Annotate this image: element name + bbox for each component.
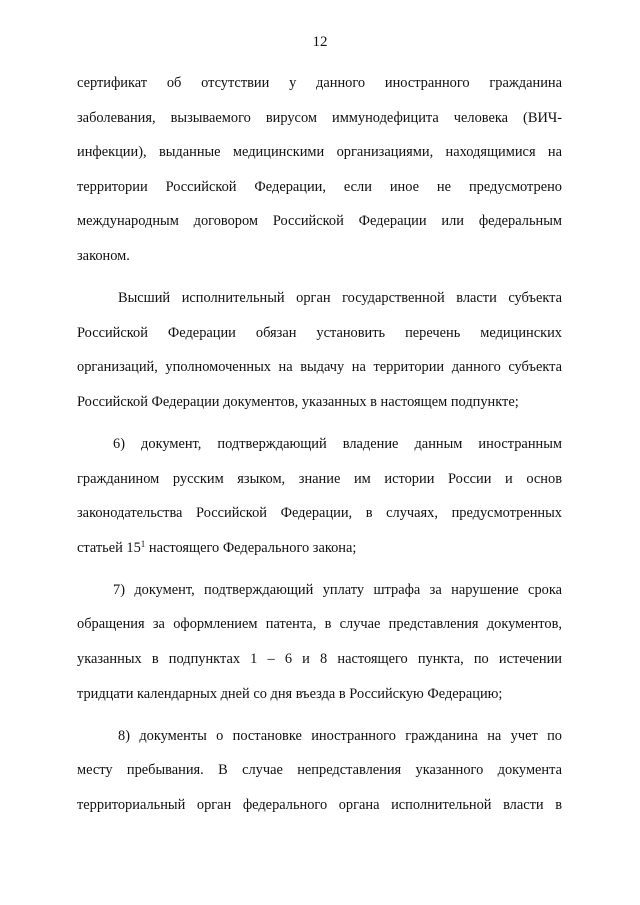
text-line: законодательства Российской Федерации, в случаях, предусмотренных: [77, 505, 562, 522]
text-line: 8) документы о постановке иностранного гражданина на учет по: [118, 727, 562, 744]
text-line: 7) документ, подтверждающий уплату штрафа за нарушение срока: [113, 581, 562, 598]
text-line: указанных в подпунктах 1 – 6 и 8 настоящего пункта, по истечении: [77, 651, 562, 667]
superscript: 1: [140, 538, 146, 549]
document-body: [77, 66, 562, 822]
text-line: Российской Федерации обязан установить перечень медицинских: [77, 324, 562, 341]
text-line: Российской Федерации документов, указанных в настоящем подпункте;: [77, 393, 519, 410]
paragraph-executive-authority: [77, 281, 562, 419]
paragraph-item-7: [77, 573, 562, 711]
text-fragment: настоящего Федерального закона;: [145, 539, 357, 556]
text-line: международным договором Российской Федерации или федеральным: [77, 213, 562, 230]
text-line: месту пребывания. В случае непредставления указанного документа: [77, 762, 562, 779]
text-line: 6) документ, подтверждающий владение данным иностранным: [113, 435, 562, 452]
text-line: организаций, уполномоченных на выдачу на территории данного субъекта: [77, 359, 562, 376]
page-number: 12: [312, 34, 328, 50]
text-line: сертификат об отсутствии у данного иностранного гражданина: [77, 75, 562, 91]
paragraph-item-6: [77, 427, 562, 565]
text-line: [77, 531, 562, 566]
text-fragment: статьей 15: [77, 539, 141, 556]
text-line: территории Российской Федерации, если иное не предусмотрено: [77, 178, 562, 195]
text-line: тридцати календарных дней со дня въезда в Российскую Федерацию;: [77, 685, 503, 702]
text-line: гражданином русским языком, знание им истории России и основ: [77, 470, 562, 487]
text-line: законом.: [77, 247, 130, 264]
paragraph-item-8: [77, 719, 562, 823]
text-line: инфекции), выданные медицинскими организациями, находящимися на: [77, 144, 562, 161]
paragraph-certificate: [77, 66, 562, 274]
text-line: заболевания, вызываемого вирусом иммунодефицита человека (ВИЧ-: [77, 109, 562, 126]
text-line: обращения за оформлением патента, в случае представления документов,: [77, 616, 562, 633]
text-line: территориальный орган федерального органа исполнительной власти в: [77, 796, 562, 813]
text-line: Высший исполнительный орган государственной власти субъекта: [118, 290, 562, 307]
